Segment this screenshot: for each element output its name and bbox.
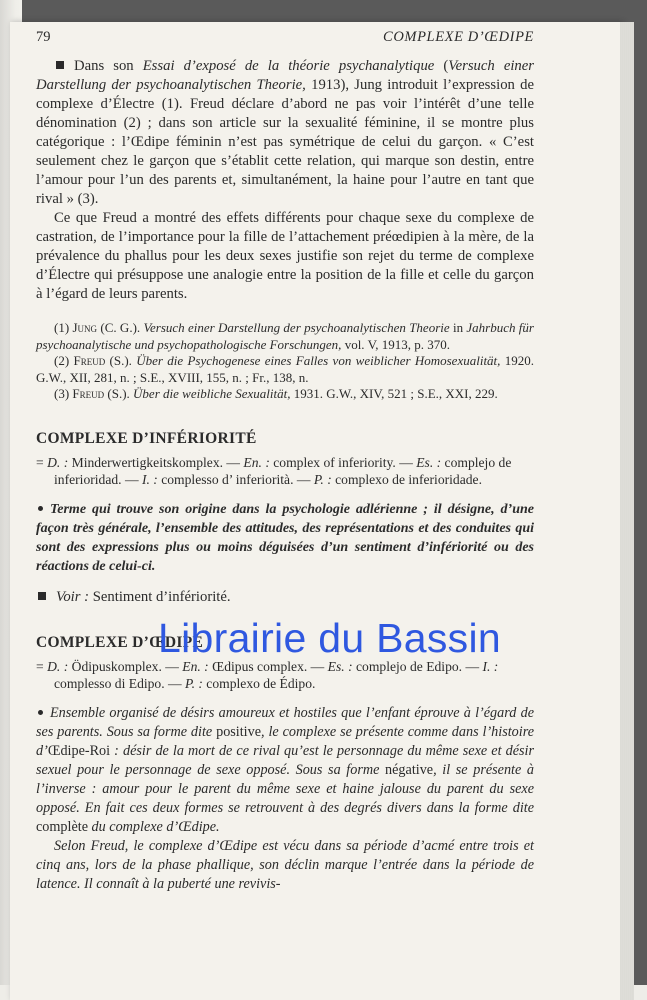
entry-heading-inferiorite: COMPLEXE D’INFÉRIORITÉ	[36, 429, 257, 447]
page-number: 79	[36, 29, 51, 45]
footnote-3: (3) Freud (S.). Über die weibliche Sexualität, 1931. G.W., XIV, 521 ; S.E., XXI, 229.	[54, 386, 498, 401]
running-head: COMPLEXE D’ŒDIPE	[383, 29, 534, 45]
definition-oedipe: Ensemble organisé de désirs amoureux et hostiles que l’enfant éprouve à l’égard de ses parents. Sous sa forme dite positive, le complexe se présente comme dans l’histoire d’Œdipe-Roi : désir de la mort de ce rival qu’est le personnage du même sexe et désir sexuel pour le personnage de sexe opposé. Sous sa forme négative, il se présente à l’inverse : amour pour le parent du même sexe et haine jalouse du parent du sexe opposé. En fait ces deux formes se retrouvent à des degrés divers dans la forme dite complète du complexe d’Œdipe.	[36, 704, 535, 835]
page-content	[36, 28, 534, 894]
square-bullet-icon	[56, 61, 64, 69]
paragraph-electra: Dans son Essai d’exposé de la théorie psychanalytique (Versuch einer Darstellung der psychoanalytischen Theorie, 1913), Jung introduit l’expression de complexe d’Électre (1). Freud déclare d’abord ne pas voir l’intérêt d’une telle dénomination (2) ; dans son article sur la sexualité féminine, il se montre plus catégorique : l’Œdipe féminin n’est pas symétrique de celui du garçon. « C’est seulement chez le garçon que s’établit cette relation, qui marque son destin, entre l’amour pour l’un des parents et, simultanément, la haine pour l’autre en tant que rival » (3).	[36, 58, 534, 207]
translations-inferiorite: = D. : Minderwertigkeitskomplex. — En. : complex of inferiority. — Es. : complejo de inferioridad. — I. : complesso d’ inferiorità. — P. : complexo de inferioridade.	[36, 454, 512, 487]
square-bullet-icon	[38, 592, 46, 600]
see-also-inferiorite: Voir : Sentiment d’infériorité.	[36, 588, 534, 607]
definition-inferiorite: Terme qui trouve son origine dans la psychologie adlérienne ; il désigne, d’une façon très générale, l’ensemble des attitudes, des représentations et des conduites qui sont des expressions plus ou moins déguisées d’un sentiment d’infériorité ou des réactions de celui-ci.	[36, 501, 534, 574]
watermark: Librairie du Bassin	[158, 615, 501, 661]
round-bullet-icon	[38, 710, 43, 715]
footnote-1: (1) Jung (C. G.). Versuch einer Darstellung der psychoanalytischen Theorie in Jahrbuch für psychoanalytische und psychopathologische Forschungen, vol. V, 1913, p. 370.	[36, 320, 534, 352]
footnotes	[36, 320, 534, 403]
translations-oedipe: = D. : Ödipuskomplex. — En. : Œdipus complex. — Es. : complejo de Edipo. — I. : complesso di Edipo. — P. : complexo de Édipo.	[36, 658, 499, 691]
page-edges	[620, 22, 634, 1000]
footnote-2: (2) Freud (S.). Über die Psychogenese eines Falles von weiblicher Homosexualität, 1920. G.W., XII, 281, n. ; S.E., XVIII, 155, n. ; Fr., 138, n.	[36, 353, 534, 385]
paragraph-freud: Ce que Freud a montré des effets différents pour chaque sexe du complexe de castration, de l’importance pour la fille de l’attachement préœdipien à la mère, de la prévalence du phallus pour les deux sexes justifie son rejet du terme de complexe d’Électre qui présuppose une analogie entre la position de la fille et celle du garçon à l’égard de leurs parents.	[36, 210, 534, 302]
round-bullet-icon	[38, 506, 43, 511]
page-header	[36, 28, 534, 47]
entry-heading-oedipe: COMPLEXE D’ŒDIPE	[36, 633, 204, 651]
paragraph-oedipe-freud: Selon Freud, le complexe d’Œdipe est vécu dans sa période d’acmé entre trois et cinq ans, lors de la phase phallique, son déclin marque l’entrée dans la période de latence. Il connaît à la puberté une revivis-	[36, 837, 534, 892]
